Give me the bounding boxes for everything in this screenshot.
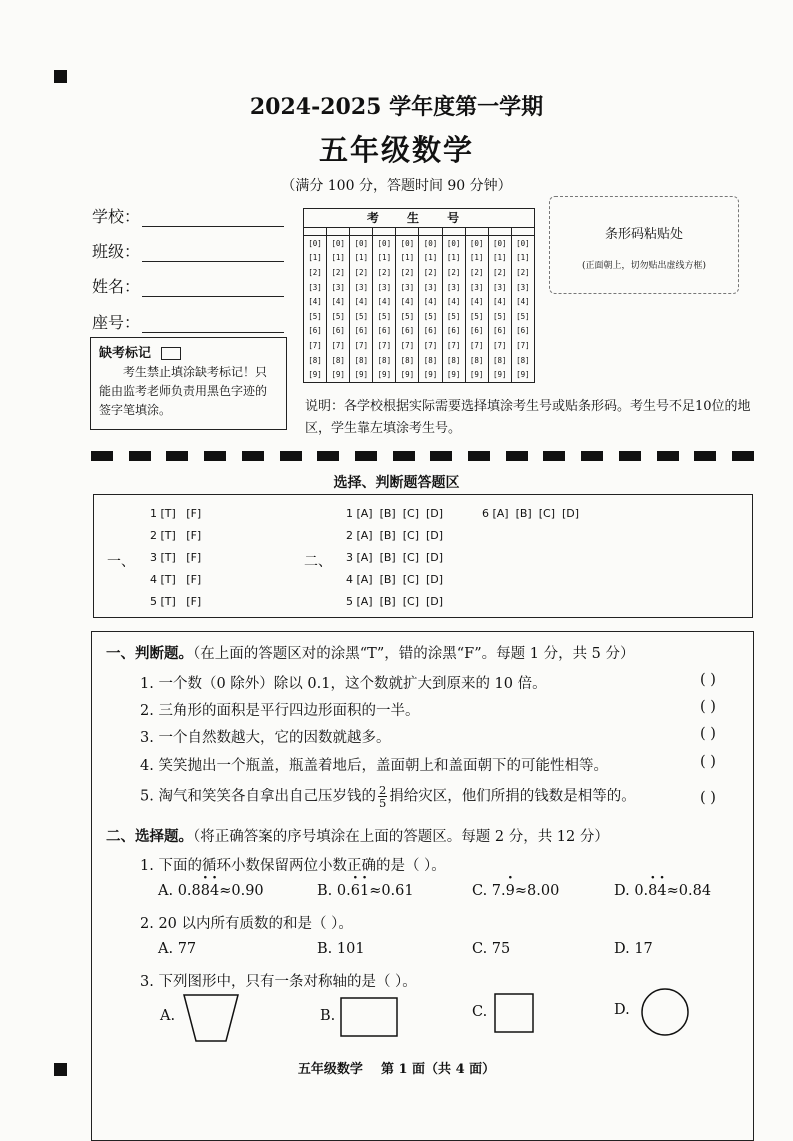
digit-bubble[interactable]: [3] — [493, 282, 507, 292]
digit-bubble[interactable]: [9] — [446, 370, 461, 380]
digit-bubble[interactable]: [9] — [493, 370, 507, 380]
digit-column — [466, 236, 489, 382]
part1-q5 — [140, 784, 636, 809]
section-2-label: 二、 — [304, 554, 332, 570]
digit-bubble[interactable]: [9] — [423, 370, 438, 380]
dash-mark — [355, 451, 377, 461]
dash-mark — [619, 451, 641, 461]
cut-dash-line — [91, 451, 754, 461]
tf-row[interactable]: 4 [T] [F] — [150, 573, 202, 586]
digit-write-cell[interactable] — [466, 228, 489, 235]
digit-bubble[interactable]: [6] — [377, 326, 392, 336]
digit-bubble[interactable]: [4] — [331, 297, 345, 307]
exam-number-bubbles — [304, 236, 534, 382]
digit-bubble[interactable]: [2] — [377, 267, 392, 277]
dash-mark — [581, 451, 603, 461]
digit-bubble[interactable]: [4] — [400, 297, 415, 307]
digit-bubble[interactable]: [5] — [493, 311, 507, 321]
absent-title: 缺考标记 — [99, 346, 152, 361]
dash-mark — [430, 451, 452, 461]
exam-number-write-row — [304, 228, 534, 236]
part2-q1: 1. 下面的循环小数保留两位小数正确的是（ ）。 — [140, 858, 446, 874]
digit-bubble[interactable]: [6] — [308, 326, 322, 336]
digit-bubble[interactable]: [6] — [423, 326, 438, 336]
digit-bubble[interactable]: [4] — [377, 297, 392, 307]
part1-heading — [106, 642, 635, 663]
dash-mark — [694, 451, 716, 461]
digit-write-cell[interactable] — [419, 228, 442, 235]
dash-mark — [166, 451, 188, 461]
digit-bubble[interactable]: [6] — [331, 326, 345, 336]
school-line[interactable] — [142, 210, 284, 227]
school-field[interactable] — [92, 204, 284, 227]
digit-bubble[interactable]: [9] — [308, 370, 322, 380]
dash-mark — [732, 451, 754, 461]
digit-bubble[interactable]: [7] — [308, 340, 322, 350]
option-text: ≈0.61 — [369, 883, 414, 899]
digit-bubble[interactable]: [9] — [469, 370, 484, 380]
part2-q3-option-c: C. — [472, 1004, 488, 1020]
trapezoid-shape — [182, 993, 240, 1043]
digit-bubble[interactable]: [1] — [446, 253, 461, 263]
digit-bubble[interactable]: [4] — [469, 297, 484, 307]
digit-bubble[interactable]: [1] — [469, 253, 484, 263]
digit-bubble[interactable]: [8] — [354, 355, 368, 365]
digit-column — [489, 236, 512, 382]
part2-q1-option-a — [158, 883, 264, 899]
exam-number-grid — [303, 208, 535, 383]
digit-bubble[interactable]: [2] — [308, 267, 322, 277]
digit-column — [396, 236, 419, 382]
digit-bubble[interactable]: [6] — [446, 326, 461, 336]
mc-row[interactable]: 3 [A] [B] [C] [D] — [346, 551, 444, 564]
repeating-digit: · 6 — [351, 883, 360, 899]
part2-q3: 3. 下列图形中，只有一条对称轴的是（ ）。 — [140, 974, 417, 990]
circle-shape — [640, 987, 690, 1037]
option-text: ≈0.84 — [666, 883, 712, 899]
answer-paren: ( ) — [700, 790, 716, 806]
digit-column — [512, 236, 534, 382]
fraction — [378, 784, 387, 809]
digit-bubble[interactable]: [1] — [516, 253, 530, 263]
digit-bubble[interactable]: [2] — [469, 267, 484, 277]
digit-bubble[interactable]: [0] — [446, 238, 461, 248]
mc-row[interactable]: 2 [A] [B] [C] [D] — [346, 529, 444, 542]
digit-bubble[interactable]: [2] — [400, 267, 415, 277]
corner-mark-top-left — [54, 70, 67, 83]
part1-q3: 3. 一个自然数越大，它的因数就越多。 — [140, 730, 391, 746]
digit-bubble[interactable]: [8] — [400, 355, 415, 365]
digit-bubble[interactable]: [5] — [308, 311, 322, 321]
digit-bubble[interactable]: [1] — [400, 253, 415, 263]
absent-mark-box — [90, 337, 287, 430]
digit-bubble[interactable]: [6] — [469, 326, 484, 336]
digit-bubble[interactable]: [3] — [331, 282, 345, 292]
digit-bubble[interactable]: [3] — [446, 282, 461, 292]
digit-write-cell[interactable] — [373, 228, 396, 235]
digit-bubble[interactable]: [7] — [469, 340, 484, 350]
class-field[interactable] — [92, 239, 284, 262]
digit-bubble[interactable]: [2] — [354, 267, 368, 277]
digit-bubble[interactable]: [8] — [377, 355, 392, 365]
seat-line[interactable] — [142, 316, 284, 333]
name-field[interactable] — [92, 274, 284, 297]
digit-bubble[interactable]: [9] — [331, 370, 345, 380]
digit-bubble[interactable]: [4] — [516, 297, 530, 307]
dash-mark — [393, 451, 415, 461]
digit-bubble[interactable]: [4] — [308, 297, 322, 307]
digit-bubble[interactable]: [3] — [354, 282, 368, 292]
digit-bubble[interactable]: [8] — [493, 355, 507, 365]
part2-q1-option-b — [317, 883, 414, 899]
digit-write-cell[interactable] — [443, 228, 466, 235]
repeating-digit: · 8 — [648, 883, 657, 899]
digit-bubble[interactable]: [9] — [354, 370, 368, 380]
digit-bubble[interactable]: [6] — [354, 326, 368, 336]
seat-field[interactable] — [92, 310, 284, 333]
option-text: A. 0.8 — [158, 883, 201, 899]
part2-instruction: （将正确答案的序号填涂在上面的答题区。每题 2 分，共 12 分） — [193, 829, 609, 845]
answer-paren: ( ) — [700, 699, 716, 715]
part2-q1-option-d — [614, 883, 711, 899]
digit-bubble[interactable]: [3] — [308, 282, 322, 292]
digit-bubble[interactable]: [8] — [446, 355, 461, 365]
dash-mark — [242, 451, 264, 461]
barcode-hint: (正面朝上，切勿贴出虚线方框) — [581, 261, 707, 271]
part1-q5-post: 捐给灾区，他们所捐的钱数是相等的。 — [389, 788, 636, 805]
digit-bubble[interactable]: [5] — [446, 311, 461, 321]
digit-bubble[interactable]: [0] — [516, 238, 530, 248]
answer-area — [93, 494, 753, 618]
absent-checkbox[interactable] — [161, 347, 181, 360]
name-line[interactable] — [142, 280, 284, 297]
part1-instruction: （在上面的答题区对的涂黑“T”，错的涂黑“F”。每题 1 分，共 5 分） — [193, 646, 635, 662]
exam-number-title: 考 生 号 — [304, 209, 534, 228]
page-footer: 五年级数学 第 1 面（共 4 面） — [297, 1062, 496, 1077]
digit-bubble[interactable]: [8] — [516, 355, 530, 365]
fraction-numerator: 2 — [378, 783, 387, 797]
part1-q1: 1. 一个数（0 除外）除以 0.1，这个数就扩大到原来的 10 倍。 — [140, 676, 547, 692]
digit-bubble[interactable]: [5] — [469, 311, 484, 321]
digit-column — [350, 236, 373, 382]
digit-bubble[interactable]: [8] — [331, 355, 345, 365]
digit-bubble[interactable]: [1] — [331, 253, 345, 263]
tf-row[interactable]: 5 [T] [F] — [150, 595, 202, 608]
mc-row[interactable]: 5 [A] [B] [C] [D] — [346, 595, 444, 608]
dash-mark — [317, 451, 339, 461]
exam-term: 2024-2025 学年度第一学期 — [249, 94, 544, 120]
part2-q3-option-a: A. — [160, 1008, 176, 1024]
digit-bubble[interactable]: [5] — [516, 311, 530, 321]
tf-row[interactable]: 3 [T] [F] — [150, 551, 202, 564]
digit-bubble[interactable]: [3] — [469, 282, 484, 292]
digit-bubble[interactable]: [1] — [423, 253, 438, 263]
square-shape — [494, 993, 534, 1033]
digit-bubble[interactable]: [0] — [354, 238, 368, 248]
dash-mark — [204, 451, 226, 461]
digit-bubble[interactable]: [5] — [400, 311, 415, 321]
dash-mark — [280, 451, 302, 461]
digit-bubble[interactable]: [9] — [516, 370, 530, 380]
digit-write-cell[interactable] — [512, 228, 534, 235]
digit-write-cell[interactable] — [304, 228, 327, 235]
digit-bubble[interactable]: [4] — [354, 297, 368, 307]
dash-mark — [506, 451, 528, 461]
barcode-area — [549, 196, 739, 294]
part1-q4: 4. 笑笑抛出一个瓶盖，瓶盖着地后，盖面朝上和盖面朝下的可能性相等。 — [140, 758, 608, 774]
part2-q2: 2. 20 以内所有质数的和是（ ）。 — [140, 916, 353, 932]
part2-q3-option-d: D. — [614, 1002, 630, 1018]
digit-bubble[interactable]: [1] — [493, 253, 507, 263]
section-1-label: 一、 — [107, 554, 135, 570]
mc-row[interactable]: 6 [A] [B] [C] [D] — [482, 507, 580, 520]
class-label: 班级： — [92, 242, 141, 261]
digit-bubble[interactable]: [6] — [493, 326, 507, 336]
school-label: 学校： — [92, 207, 141, 226]
digit-write-cell[interactable] — [327, 228, 350, 235]
digit-bubble[interactable]: [0] — [423, 238, 438, 248]
digit-bubble[interactable]: [3] — [516, 282, 530, 292]
digit-bubble[interactable]: [7] — [493, 340, 507, 350]
digit-column — [304, 236, 327, 382]
seat-label: 座号： — [92, 313, 141, 332]
digit-bubble[interactable]: [4] — [446, 297, 461, 307]
option-text: B. 0. — [317, 883, 351, 899]
option-text: ≈0.90 — [219, 883, 264, 899]
digit-bubble[interactable]: [0] — [400, 238, 415, 248]
part1-q2: 2. 三角形的面积是平行四边形面积的一半。 — [140, 703, 420, 719]
name-label: 姓名： — [92, 277, 141, 296]
dash-mark — [657, 451, 679, 461]
digit-bubble[interactable]: [4] — [493, 297, 507, 307]
digit-bubble[interactable]: [6] — [400, 326, 415, 336]
digit-bubble[interactable]: [1] — [377, 253, 392, 263]
digit-bubble[interactable]: [8] — [308, 355, 322, 365]
digit-write-cell[interactable] — [396, 228, 419, 235]
repeating-digit: · 4 — [210, 883, 219, 899]
dash-mark — [543, 451, 565, 461]
answer-paren: ( ) — [700, 672, 716, 688]
fraction-denominator: 5 — [378, 796, 387, 810]
digit-bubble[interactable]: [2] — [446, 267, 461, 277]
digit-bubble[interactable]: [9] — [400, 370, 415, 380]
part2-q2-option-b: B. 101 — [317, 941, 365, 957]
part1-q5-pre: 5. 淘气和笑笑各自拿出自己压岁钱的 — [140, 788, 376, 805]
barcode-title: 条形码粘贴处 — [604, 227, 683, 242]
part1-title: 一、判断题。 — [106, 645, 193, 662]
digit-bubble[interactable]: [0] — [469, 238, 484, 248]
repeating-digit: · 1 — [360, 883, 369, 899]
tf-row[interactable]: 2 [T] [F] — [150, 529, 202, 542]
digit-bubble[interactable]: [8] — [423, 355, 438, 365]
option-text: ≈8.00 — [514, 883, 560, 899]
digit-bubble[interactable]: [6] — [516, 326, 530, 336]
digit-bubble[interactable]: [3] — [377, 282, 392, 292]
mc-row[interactable]: 4 [A] [B] [C] [D] — [346, 573, 444, 586]
digit-bubble[interactable]: [7] — [423, 340, 438, 350]
digit-bubble[interactable]: [0] — [331, 238, 345, 248]
digit-column — [327, 236, 350, 382]
dash-mark — [468, 451, 490, 461]
part2-q2-option-c: C. 75 — [472, 941, 511, 957]
option-text: C. 7. — [472, 883, 506, 899]
digit-bubble[interactable]: [2] — [493, 267, 507, 277]
digit-bubble[interactable]: [0] — [308, 238, 322, 248]
part2-q3-option-b: B. — [320, 1008, 336, 1024]
digit-bubble[interactable]: [9] — [377, 370, 392, 380]
tf-row[interactable]: 1 [T] [F] — [150, 507, 202, 520]
digit-bubble[interactable]: [3] — [423, 282, 438, 292]
digit-bubble[interactable]: [2] — [331, 267, 345, 277]
digit-bubble[interactable]: [1] — [354, 253, 368, 263]
digit-bubble[interactable]: [0] — [377, 238, 392, 248]
part2-title: 二、选择题。 — [106, 828, 193, 845]
dash-mark — [91, 451, 113, 461]
exam-info: （满分 100 分，答题时间 90 分钟） — [281, 178, 512, 194]
repeating-digit: · 8 — [201, 883, 210, 899]
answer-area-title: 选择、判断题答题区 — [333, 475, 460, 491]
digit-bubble[interactable]: [4] — [423, 297, 438, 307]
digit-bubble[interactable]: [5] — [423, 311, 438, 321]
digit-bubble[interactable]: [7] — [446, 340, 461, 350]
digit-write-cell[interactable] — [350, 228, 373, 235]
digit-bubble[interactable]: [5] — [354, 311, 368, 321]
repeating-digit: · 9 — [506, 883, 515, 899]
digit-bubble[interactable]: [2] — [516, 267, 530, 277]
answer-paren: ( ) — [700, 754, 716, 770]
part2-heading — [106, 825, 609, 846]
digit-column — [443, 236, 466, 382]
dash-mark — [129, 451, 151, 461]
digit-bubble[interactable]: [2] — [423, 267, 438, 277]
exam-subject: 五年级数学 — [318, 133, 474, 167]
digit-column — [373, 236, 396, 382]
digit-bubble[interactable]: [7] — [400, 340, 415, 350]
digit-write-cell[interactable] — [489, 228, 512, 235]
part2-q2-option-a: A. 77 — [158, 941, 197, 957]
absent-text: 考生禁止填涂缺考标记！只能由监考老师负责用黑色字迹的签字笔填涂。 — [99, 365, 268, 417]
answer-paren: ( ) — [700, 726, 716, 742]
digit-bubble[interactable]: [0] — [493, 238, 507, 248]
mc-row[interactable]: 1 [A] [B] [C] [D] — [346, 507, 444, 520]
digit-bubble[interactable]: [7] — [354, 340, 368, 350]
digit-bubble[interactable]: [5] — [331, 311, 345, 321]
digit-bubble[interactable]: [8] — [469, 355, 484, 365]
rectangle-shape — [340, 997, 398, 1037]
digit-bubble[interactable]: [7] — [516, 340, 530, 350]
option-text: D. 0. — [614, 883, 649, 899]
digit-bubble[interactable]: [3] — [400, 282, 415, 292]
class-line[interactable] — [142, 245, 284, 262]
digit-bubble[interactable]: [5] — [377, 311, 392, 321]
part2-q2-option-d: D. 17 — [614, 941, 653, 957]
digit-column — [419, 236, 442, 382]
instruction-note: 说明：各学校根据实际需要选择填涂考生号或贴条形码。考生号不足10位的地区，学生靠左填涂考生号。 — [305, 399, 751, 436]
digit-bubble[interactable]: [7] — [331, 340, 345, 350]
repeating-digit: · 4 — [657, 883, 666, 899]
digit-bubble[interactable]: [7] — [377, 340, 392, 350]
part2-q1-option-c — [472, 883, 559, 899]
digit-bubble[interactable]: [1] — [308, 253, 322, 263]
